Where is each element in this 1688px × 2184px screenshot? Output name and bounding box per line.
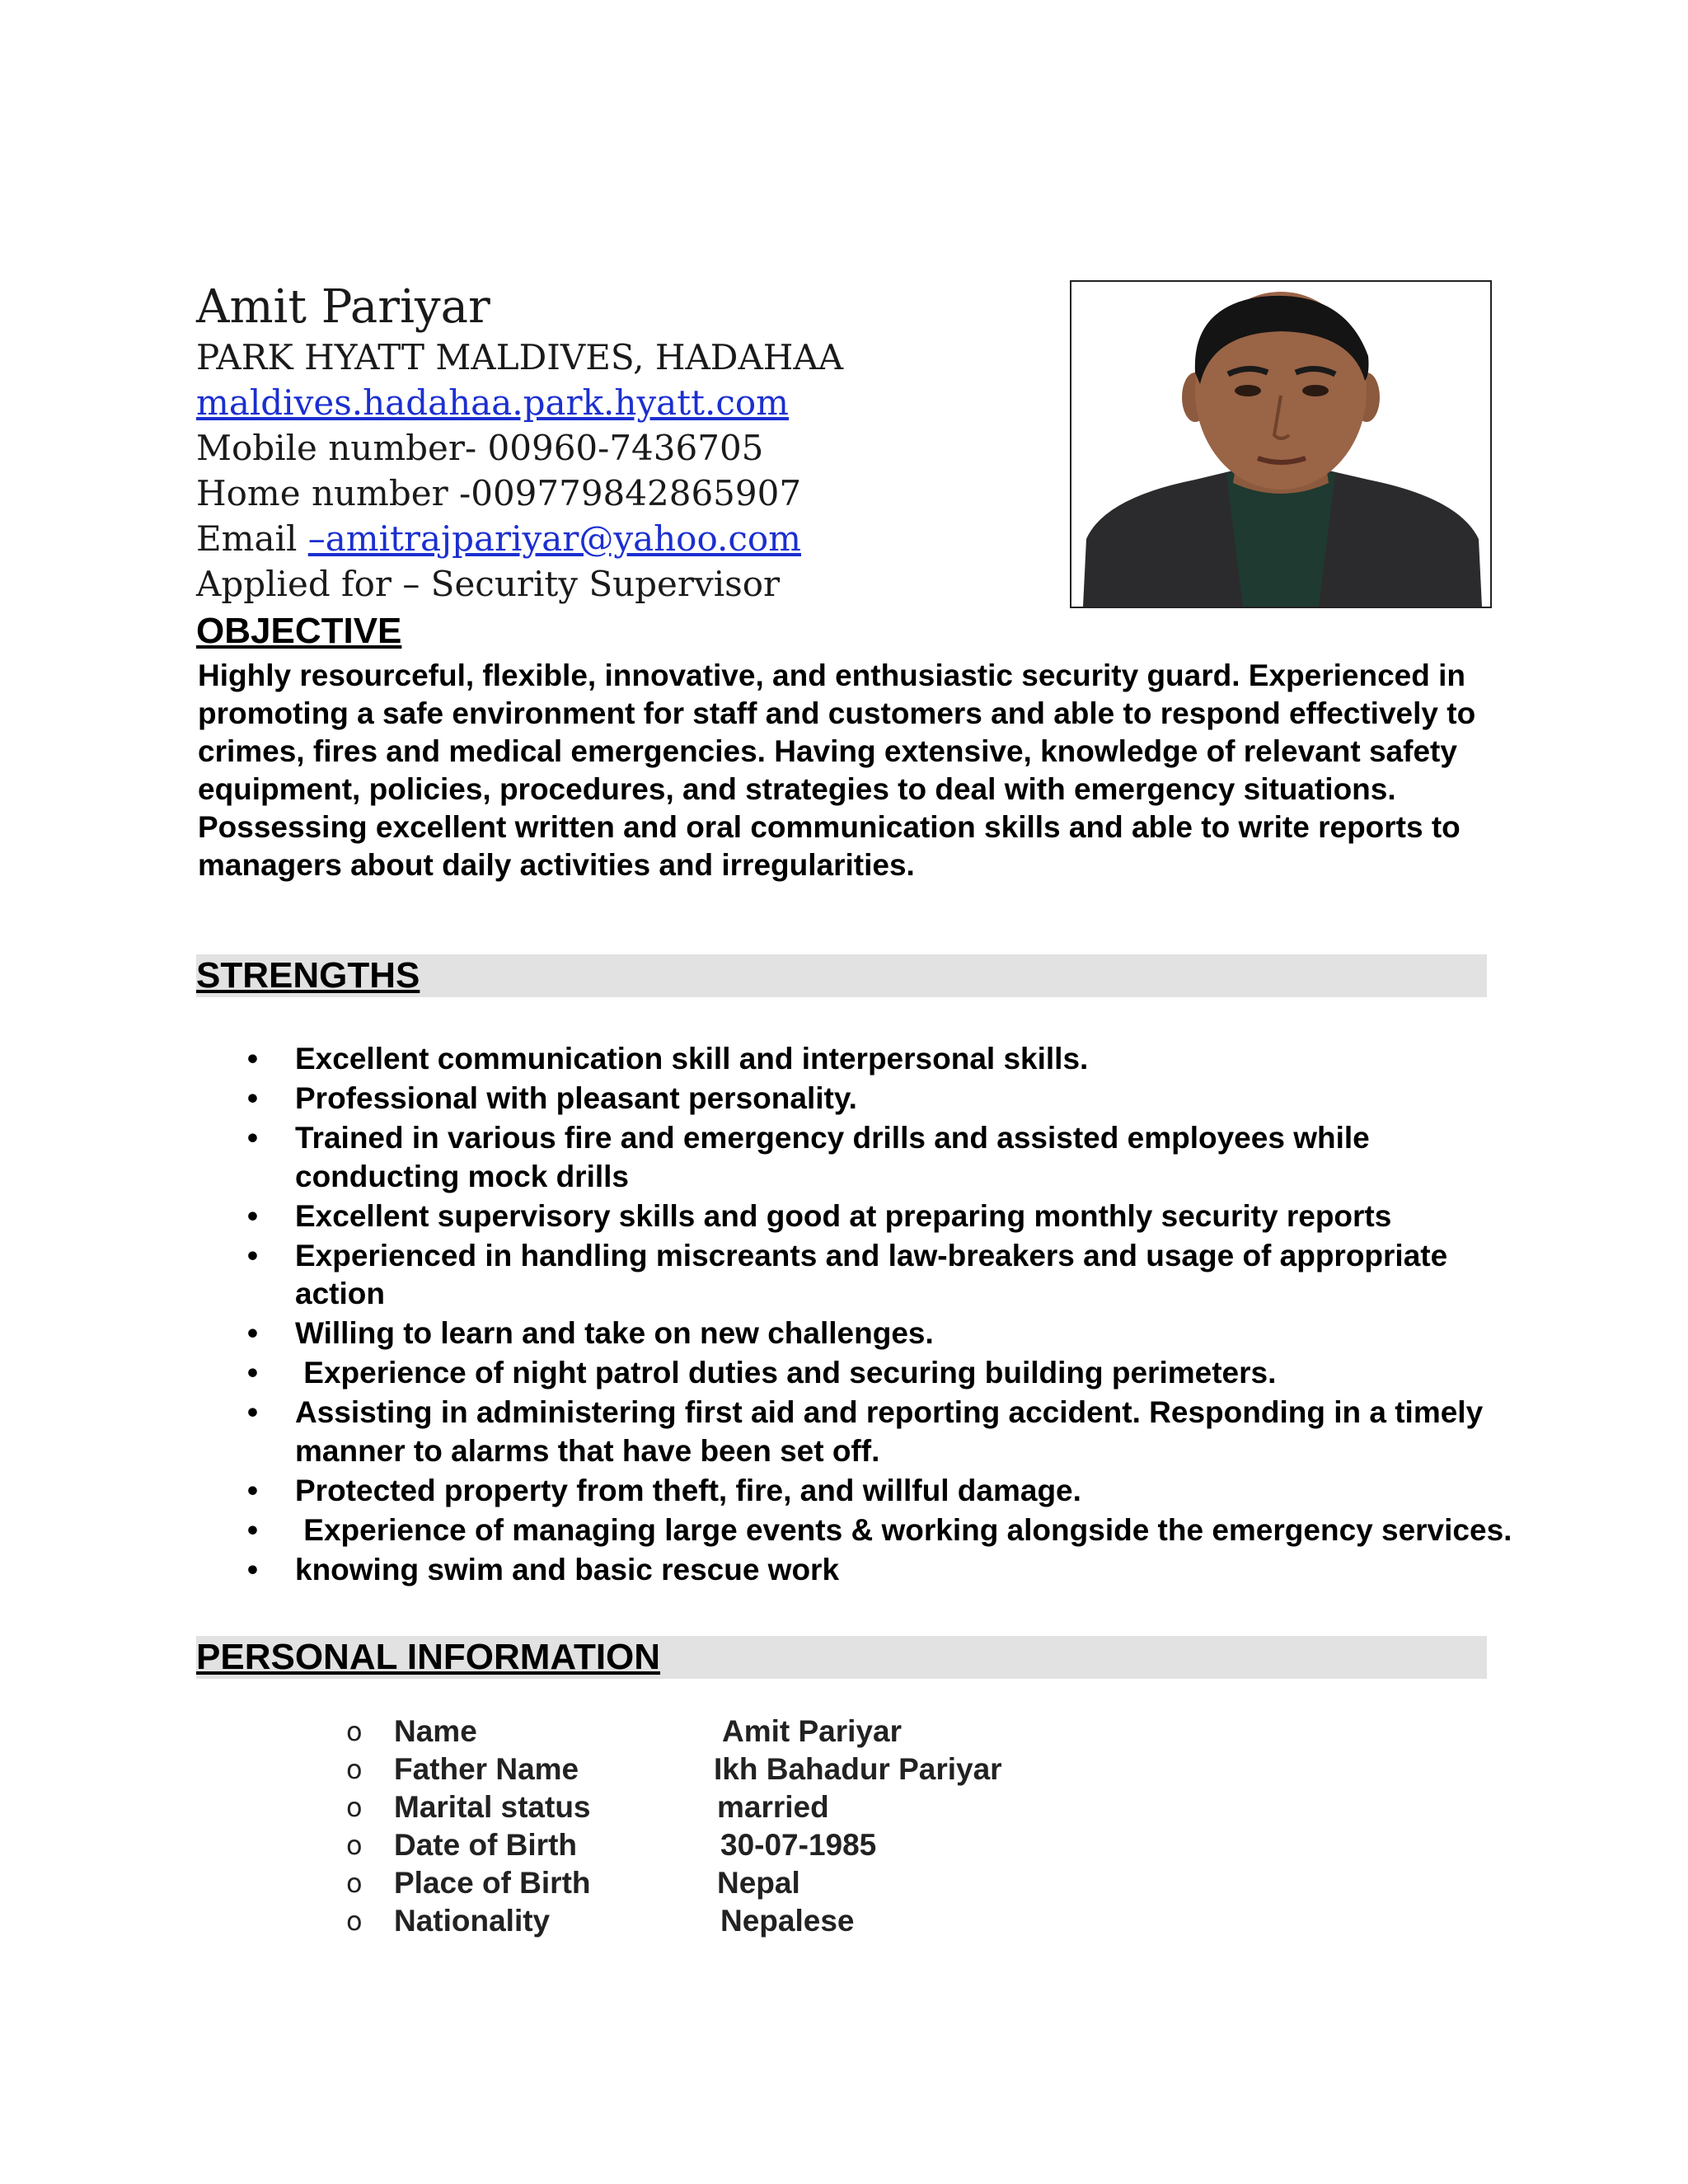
circle-bullet-icon: o — [346, 1716, 363, 1747]
bullet-icon: • — [247, 1512, 258, 1547]
info-label: Date of Birth — [394, 1828, 577, 1862]
strength-text: Professional with pleasant personality. — [295, 1081, 857, 1115]
objective-text: Highly resourceful, flexible, innovative, and enthusiastic security guard. Experienced in promoting a safe environment for staff and customers and able to respond effectively to crimes, fires and medical emergencies. Having extensive, knowledge of relevant safety equipment, policies, procedures, and strategies to deal with emergency situations. Possessing excellent written and oral communication skills and able to write reports to managers about daily activities and irregularities. — [198, 658, 1476, 882]
list-item — [196, 1511, 1515, 1550]
personal-info-heading-bar — [196, 1636, 1487, 1679]
info-label: Nationality — [394, 1904, 551, 1938]
objective-heading: OBJECTIVE — [196, 611, 402, 651]
strength-text: Experience of managing large events & working alongside the emergency services. — [295, 1512, 1512, 1547]
circle-bullet-icon: o — [346, 1905, 363, 1937]
profile-photo — [1070, 280, 1492, 608]
strength-text: Excellent supervisory skills and good at preparing monthly security reports — [295, 1198, 1392, 1233]
email-label: Email — [196, 518, 308, 559]
contact-header — [196, 280, 1037, 607]
strength-text: Willing to learn and take on new challenges. — [295, 1316, 934, 1350]
info-value: Nepal — [717, 1866, 800, 1900]
mobile-number: Mobile number- 00960-7436705 — [196, 428, 764, 468]
email-link[interactable]: –amitrajpariyar@yahoo.com — [307, 518, 801, 559]
info-value: married — [717, 1790, 829, 1824]
home-number: Home number -009779842865907 — [196, 473, 802, 513]
circle-bullet-icon: o — [346, 1868, 363, 1899]
bullet-icon: • — [247, 1395, 258, 1429]
info-value: Amit Pariyar — [722, 1714, 902, 1748]
info-label: Place of Birth — [394, 1866, 591, 1900]
strength-text: Assisting in administering first aid and reporting accident. Responding in a timely manner to alarms that have been set off. — [295, 1395, 1484, 1468]
list-item — [196, 1080, 1515, 1118]
list-item — [196, 1237, 1515, 1314]
strength-text: knowing swim and basic rescue work — [295, 1552, 840, 1586]
info-value: Ikh Bahadur Pariyar — [714, 1752, 1002, 1786]
bullet-icon: • — [247, 1081, 258, 1115]
email-line — [196, 516, 1037, 561]
website-link[interactable]: maldives.hadahaa.park.hyatt.com — [196, 382, 789, 423]
website-line — [196, 380, 1037, 425]
list-item — [196, 1394, 1515, 1470]
info-value: Nepalese — [720, 1904, 855, 1938]
strengths-heading-bar — [196, 954, 1487, 997]
strengths-list — [196, 1040, 1515, 1591]
profile-photo-image — [1071, 282, 1490, 607]
employer-line: PARK HYATT MALDIVES, HADAHAA — [196, 337, 844, 377]
bullet-icon: • — [247, 1316, 258, 1350]
list-item — [196, 1472, 1515, 1511]
bullet-icon: • — [247, 1356, 258, 1390]
info-label: Name — [394, 1714, 477, 1748]
circle-bullet-icon: o — [346, 1754, 363, 1785]
bullet-icon: • — [247, 1473, 258, 1507]
bullet-icon: • — [247, 1238, 258, 1272]
strength-text: Experience of night patrol duties and securing building perimeters. — [295, 1356, 1277, 1390]
info-value: 30-07-1985 — [720, 1828, 877, 1862]
list-item — [196, 1315, 1515, 1353]
list-item — [196, 1354, 1515, 1393]
bullet-icon: • — [247, 1552, 258, 1586]
circle-bullet-icon: o — [346, 1830, 363, 1861]
personal-info-heading: PERSONAL INFORMATION — [196, 1637, 661, 1677]
bullet-icon: • — [247, 1042, 258, 1076]
list-item — [196, 1040, 1515, 1079]
info-label: Marital status — [394, 1790, 591, 1824]
circle-bullet-icon: o — [346, 1792, 363, 1823]
info-label: Father Name — [394, 1752, 579, 1786]
strength-text: Protected property from theft, fire, and willful damage. — [295, 1473, 1081, 1507]
bullet-icon: • — [247, 1121, 258, 1155]
applied-for: Applied for – Security Supervisor — [196, 564, 781, 604]
list-item — [196, 1119, 1515, 1196]
strength-text: Trained in various fire and emergency drills and assisted employees while conducting mock drills — [295, 1121, 1370, 1193]
candidate-name: Amit Pariyar — [196, 280, 490, 334]
list-item — [196, 1197, 1515, 1236]
bullet-icon: • — [247, 1198, 258, 1233]
strength-text: Excellent communication skill and interpersonal skills. — [295, 1042, 1089, 1076]
list-item — [196, 1551, 1515, 1590]
strength-text: Experienced in handling miscreants and law-breakers and usage of appropriate action — [295, 1238, 1448, 1310]
strengths-heading: STRENGTHS — [196, 955, 420, 996]
